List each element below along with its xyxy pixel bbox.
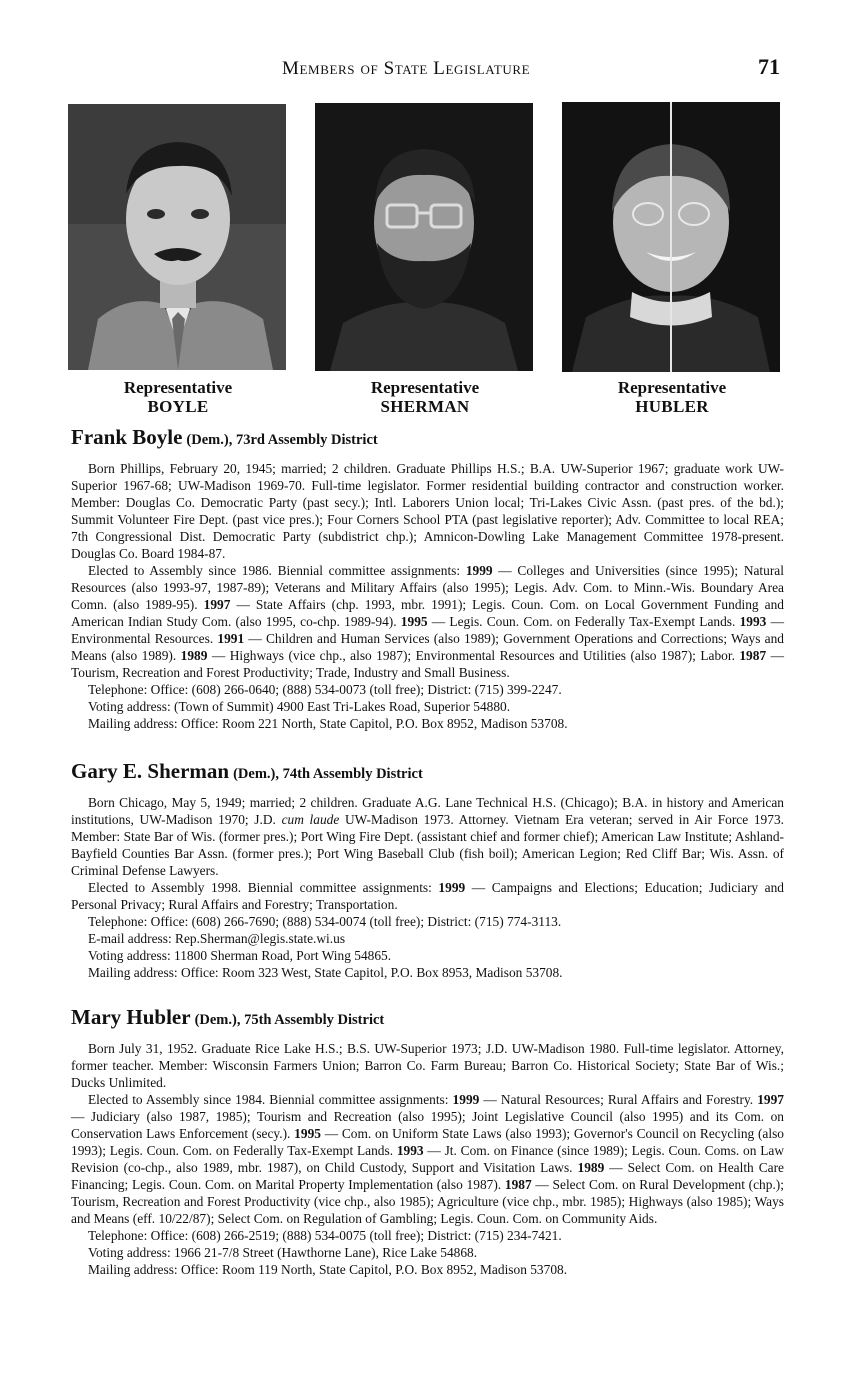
caption-surname: HUBLER xyxy=(635,397,709,416)
section-heading xyxy=(71,1005,784,1030)
portrait-hubler xyxy=(562,102,780,372)
caption-surname: SHERMAN xyxy=(380,397,470,416)
page-number: 71 xyxy=(758,54,780,79)
caption-surname: BOYLE xyxy=(147,397,209,416)
caption-role: Representative xyxy=(370,378,480,397)
caption-role: Representative xyxy=(123,378,233,397)
caption-hubler xyxy=(562,378,782,416)
portrait-sherman xyxy=(315,103,533,371)
legislator-name: Frank Boyle xyxy=(71,425,183,449)
party-district: (Dem.), 73rd Assembly District xyxy=(186,432,378,448)
biography: Born July 31, 1952. Graduate Rice Lake H.S.; B.S. UW-Superior 1973; J.D. UW-Madison 1980. Full-time legislator. Attorney, former teacher. Member: Wisconsin Farmers Union; Barron Co. Farm Bureau; Barron Co. Historical Society; State Bar of Wis.; Ducks Unlimited. xyxy=(71,1041,784,1090)
section-heading xyxy=(71,759,784,784)
voting-address: Voting address: 11800 Sherman Road, Port Wing 54865. xyxy=(88,948,392,963)
section-sherman xyxy=(71,759,784,981)
legislator-name: Mary Hubler xyxy=(71,1005,191,1029)
portrait-boyle xyxy=(68,104,286,370)
party-district: (Dem.), 75th Assembly District xyxy=(194,1012,385,1028)
party-district: (Dem.), 74th Assembly District xyxy=(233,766,423,782)
legislator-name: Gary E. Sherman xyxy=(71,759,230,783)
portrait-hubler-image xyxy=(562,102,780,372)
committee-assignments: Elected to Assembly since 1984. Biennial committee assignments: 1999 — Natural Resources; Rural Affairs and Forestry. 1997 — Judiciary (also 1987, 1985); Tourism and Recreation (also 1995); Joint Legislative Council (also 1995) and its Com. on Conservation Laws Enforcement (secy.). 1995 — Com. on Uniform State Laws (also 1993); Governor's Council on Recycling (also 1993); Legis. Coun. Com. on Federally Tax-Exempt Lands. 1993 — Jt. Com. on Finance (since 1989); Legis. Coun. Coms. on Law Revision (co-chp., also 1989, mbr. 1987), on Child Custody, Support and Visitation Laws. 1989 — Select Com. on Health Care Financing; Legis. Coun. Com. on Marital Property Implementation (also 1987). 1987 — Select Com. on Rural Development (chp.); Tourism, Recreation and Forest Productivity (vice chp., also 1985); Agriculture (vice chp., mbr. 1985); Highways (also 1985); Ways and Means (eff. 10/22/87); Select Com. on Regulation of Gambling; Legis. Coun. Com. on Community Aids. xyxy=(71,1092,785,1226)
biography: Born Phillips, February 20, 1945; married; 2 children. Graduate Phillips H.S.; B.A. UW-Superior 1967; graduate work UW-Superior 1967-68; UW-Madison 1969-70. Full-time legislator. Former residential building contractor and construction worker. Member: Douglas Co. Democratic Party (past secy.); Intl. Laborers Union local; Tri-Lakes Civic Assn. (past pres. of the bd.); Summit Volunteer Fire Dept. (past vice pres.); Four Corners School PTA (past legislative reporter); Adv. Committee to local REA; 7th Congressional Dist. Democratic Party (subdistrict chp.); Amnicon-Dowling Lake Management Committee 1978-present. Douglas Co. Board 1984-87. xyxy=(71,461,784,561)
running-title: Members of State Legislature xyxy=(282,58,531,79)
portrait-sherman-image xyxy=(315,103,533,371)
mailing-address: Mailing address: Office: Room 119 North, State Capitol, P.O. Box 8952, Madison 53708. xyxy=(88,1262,568,1277)
committee-assignments: Elected to Assembly 1998. Biennial committee assignments: 1999 — Campaigns and Elections; Education; Judiciary and Personal Privacy; Rural Affairs and Forestry; Transportation. xyxy=(71,880,784,912)
telephone: Telephone: Office: (608) 266-2519; (888) 534-0075 (toll free); District: (715) 234-7421. xyxy=(88,1228,562,1243)
telephone: Telephone: Office: (608) 266-0640; (888) 534-0073 (toll free); District: (715) 399-2247. xyxy=(88,682,562,697)
caption-role: Representative xyxy=(617,378,727,397)
caption-sherman xyxy=(315,378,535,416)
caption-boyle xyxy=(68,378,288,416)
section-boyle xyxy=(71,425,784,732)
page-header xyxy=(0,54,859,84)
biography: Born Chicago, May 5, 1949; married; 2 children. Graduate A.G. Lane Technical H.S. (Chicago); B.A. in history and American institutions, UW-Madison 1970; J.D. cum laude UW-Madison 1973. Attorney. Vietnam Era veteran; served in Air Force 1973. Member: State Bar of Wis. (former pres.); Port Wing Fire Dept. (assistant chief and former chief); American Law Institute; Ashland-Bayfield Counties Bar Assn. (former pres.); Port Wing Baseball Club (fish boil); American Legion; Red Cliff Bar; Wis. Assn. of Criminal Defense Lawyers. xyxy=(71,795,784,878)
portrait-boyle-image xyxy=(68,104,286,370)
section-hubler xyxy=(71,1005,784,1278)
telephone: Telephone: Office: (608) 266-7690; (888) 534-0074 (toll free); District: (715) 774-3113. xyxy=(88,914,562,929)
mailing-address: Mailing address: Office: Room 221 North, State Capitol, P.O. Box 8952, Madison 53708. xyxy=(88,716,568,731)
mailing-address: Mailing address: Office: Room 323 West, State Capitol, P.O. Box 8953, Madison 53708. xyxy=(88,965,563,980)
email-address: E-mail address: Rep.Sherman@legis.state.wi.us xyxy=(88,931,346,946)
voting-address: Voting address: (Town of Summit) 4900 East Tri-Lakes Road, Superior 54880. xyxy=(88,699,511,714)
committee-assignments: Elected to Assembly since 1986. Biennial committee assignments: 1999 — Colleges and Universities (since 1995); Natural Resources (also 1993-97, 1987-89); Veterans and Military Affairs (also 1995); Legis. Adv. Com. to Minn.-Wis. Boundary Area Comn. (also 1989-95). 1997 — State Affairs (chp. 1993, mbr. 1991); Legis. Coun. Com. on Local Government Funding and American Indian Study Com. (also 1995, co-chp. 1989-94). 1995 — Legis. Coun. Com. on Federally Tax-Exempt Lands. 1993 — Environmental Resources. 1991 — Children and Human Services (also 1989); Government Operations and Corrections; Ways and Means (also 1989). 1989 — Highways (vice chp., also 1987); Environmental Resources and Utilities (also 1987); Labor. 1987 — Tourism, Recreation and Forest Productivity; Trade, Industry and Small Business. xyxy=(71,563,785,680)
section-heading xyxy=(71,425,784,450)
voting-address: Voting address: 1966 21-7/8 Street (Hawthorne Lane), Rice Lake 54868. xyxy=(88,1245,478,1260)
